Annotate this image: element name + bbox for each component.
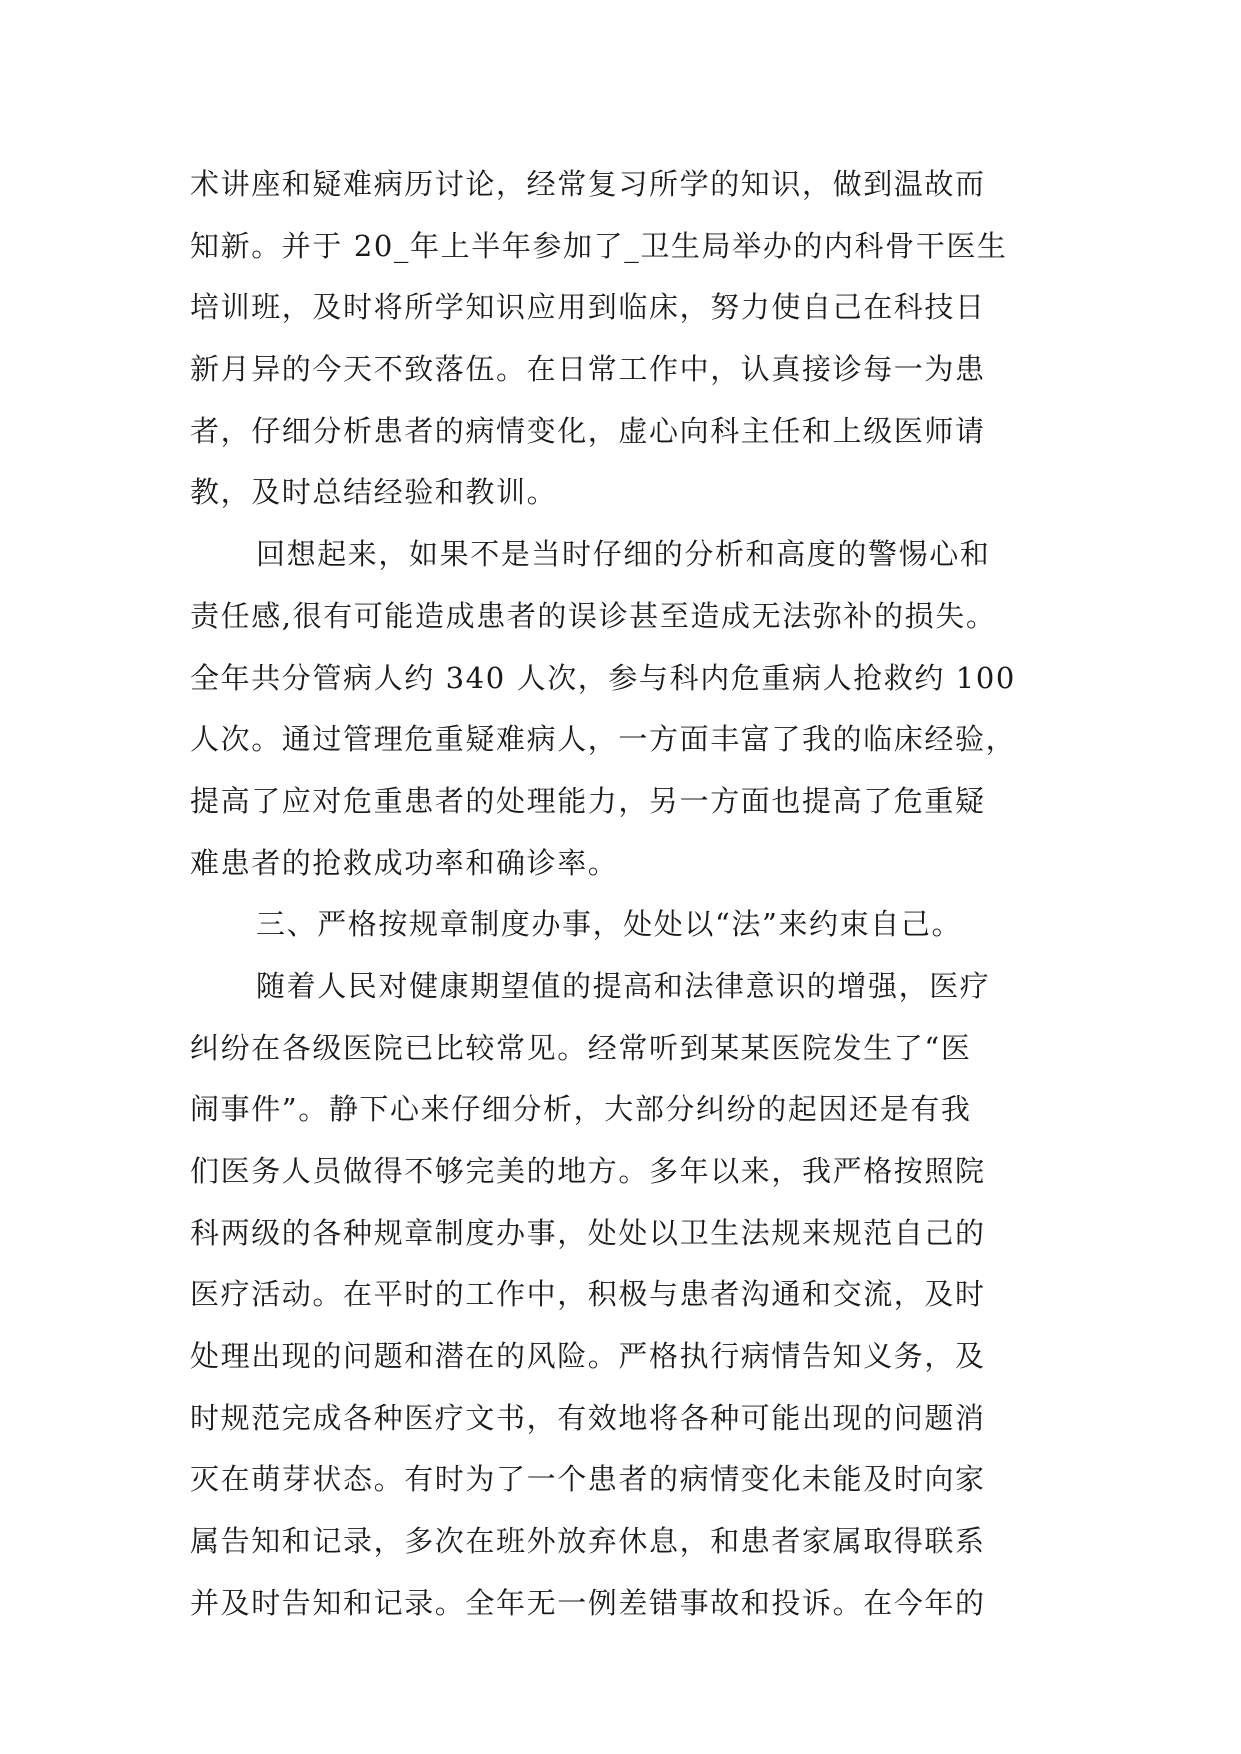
section-heading: 三、严格按规章制度办事，处处以“法”来约束自己。 — [256, 907, 963, 942]
text-line: 灭在萌芽状态。有时为了一个患者的病情变化未能及时向家 — [190, 1462, 986, 1497]
text-line: 者，仔细分析患者的病情变化，虚心向科主任和上级医师请 — [190, 413, 986, 448]
text-line: 科两级的各种规章制度办事，处处以卫生法规来规范自己的 — [190, 1215, 986, 1250]
body-text — [190, 154, 1070, 1635]
text-line: 知新。并于 20_年上半年参加了_卫生局举办的内科骨干医生 — [190, 228, 1008, 263]
text-line: 术讲座和疑难病历讨论，经常复习所学的知识，做到温故而 — [190, 167, 986, 201]
text-line: 闹事件”。静下心来仔细分析，大部分纠纷的起因还是有我 — [190, 1092, 972, 1127]
text-line: 并及时告知和记录。全年无一例差错事故和投诉。在今年的 — [190, 1585, 986, 1620]
text-line: 提高了应对危重患者的处理能力，另一方面也提高了危重疑 — [190, 783, 986, 818]
text-line: 们医务人员做得不够完美的地方。多年以来，我严格按照院 — [190, 1154, 986, 1188]
text-line: 医疗活动。在平时的工作中，积极与患者沟通和交流，及时 — [190, 1277, 986, 1312]
text-line: 人次。通过管理危重疑难病人，一方面丰富了我的临床经验， — [190, 722, 1017, 757]
text-line: 责任感,很有可能造成患者的误诊甚至造成无法弥补的损失。 — [190, 598, 997, 633]
text-line: 处理出现的问题和潜在的风险。严格执行病情告知义务，及 — [190, 1339, 986, 1374]
text-line: 难患者的抢救成功率和确诊率。 — [190, 845, 619, 880]
paragraph-first-line: 回想起来，如果不是当时仔细的分析和高度的警惕心和 — [256, 537, 991, 572]
text-line: 培训班，及时将所学知识应用到临床，努力使自己在科技日 — [190, 290, 986, 325]
text-line: 教，及时总结经验和教训。 — [190, 475, 558, 510]
text-line: 全年共分管病人约 340 人次，参与科内危重病人抢救约 100 — [190, 660, 1016, 695]
text-line: 属告知和记录，多次在班外放弃休息，和患者家属取得联系 — [190, 1524, 986, 1559]
paragraph-first-line: 随着人民对健康期望值的提高和法律意识的增强，医疗 — [256, 968, 991, 1003]
text-line: 时规范完成各种医疗文书，有效地将各种可能出现的问题消 — [190, 1400, 986, 1435]
text-line: 纠纷在各级医院已比较常见。经常听到某某医院发生了“医 — [190, 1030, 972, 1065]
text-line: 新月异的今天不致落伍。在日常工作中，认真接诊每一为患 — [190, 352, 986, 387]
